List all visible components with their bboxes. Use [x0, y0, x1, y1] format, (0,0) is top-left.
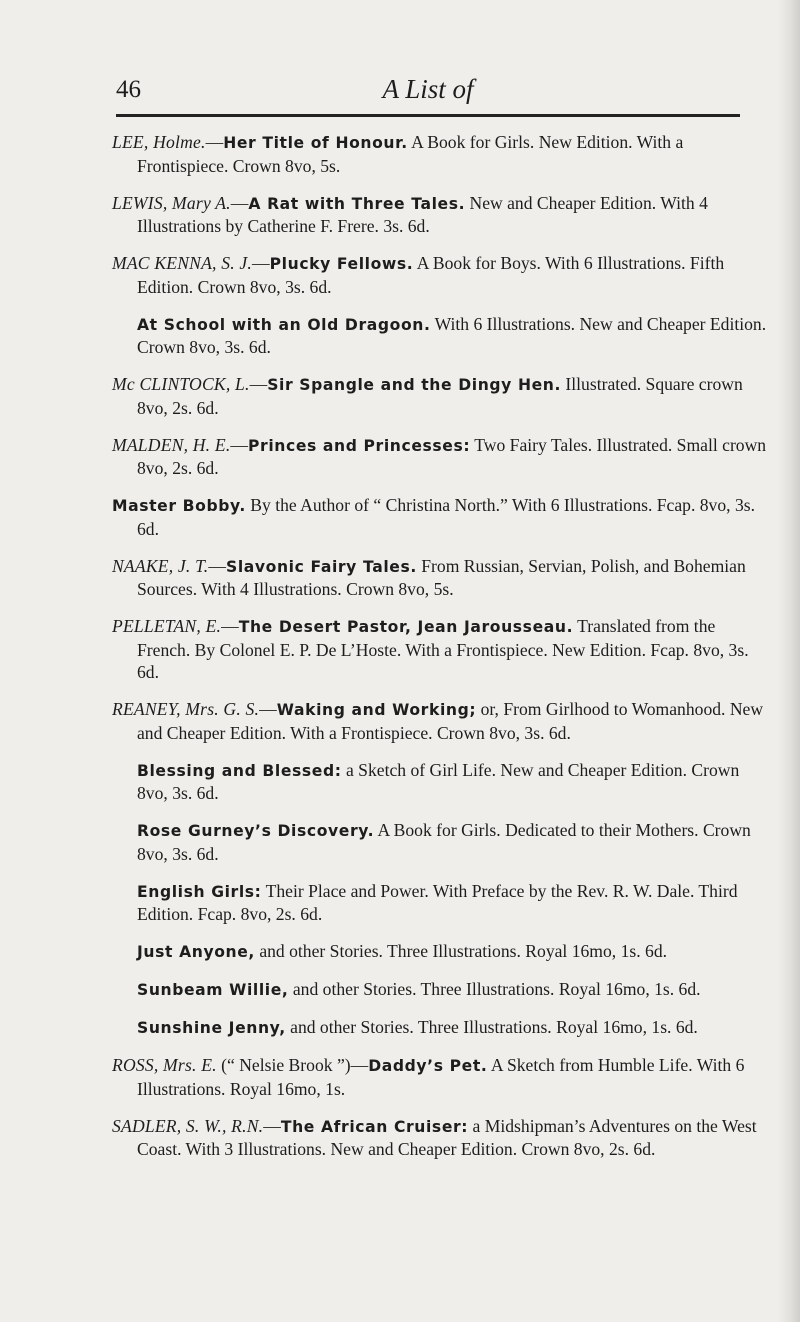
entry-description: or, From Girlhood to Womanhood. New and Cheaper Edition. With a Frontispiece. Crown 8vo, 3s. 6d. — [137, 699, 764, 743]
entry-author: MALDEN, H. E. — [112, 434, 231, 455]
entry-title: English Girls: — [137, 882, 262, 901]
entry-description: A Sketch from Humble Life. With 6 Illustrations. Royal 16mo, 1s. — [137, 1055, 745, 1099]
entry-separator: — — [252, 253, 270, 273]
book-entry — [112, 698, 772, 744]
entry-separator: (“ Nelsie Brook ”)— — [216, 1055, 369, 1075]
entry-description: Illustrated. Square crown 8vo, 2s. 6d. — [137, 374, 743, 418]
entry-separator: — — [230, 434, 249, 455]
entry-title: Just Anyone, — [137, 943, 255, 961]
book-entry — [112, 759, 772, 805]
entry-description: Two Fairy Tales. Illustrated. Small crown 8vo, 2s. 6d. — [137, 434, 767, 478]
entry-description: By the Author of “ Christina North.” With 6 Illustrations. Fcap. 8vo, 3s. 6d. — [137, 495, 755, 539]
entry-description: A Book for Boys. With 6 Illustrations. Fifth Edition. Crown 8vo, 3s. 6d. — [137, 253, 725, 297]
book-list — [112, 131, 772, 1175]
entry-title: Sunbeam Willie, — [137, 981, 289, 999]
entry-title: The African Cruiser: — [280, 1117, 469, 1136]
entry-author: PELLETAN, E. — [112, 616, 222, 636]
entry-author: REANEY, Mrs. G. S. — [112, 699, 260, 719]
entry-title: Plucky Fellows. — [269, 255, 414, 273]
entry-description: and other Stories. Three Illustrations. Royal 16mo, 1s. 6d. — [254, 941, 668, 961]
entry-description: and other Stories. Three Illustrations. Royal 16mo, 1s. 6d. — [285, 1017, 698, 1037]
book-entry — [112, 373, 772, 419]
entry-description: a Midshipman’s Adventures on the West Coast. With 3 Illustrations. New and Cheaper Edition. Crown 8vo, 2s. 6d. — [137, 1115, 757, 1159]
page-header — [116, 76, 740, 116]
book-entry — [112, 880, 772, 926]
entry-title: Slavonic Fairy Tales. — [225, 557, 417, 576]
entry-separator: — — [208, 555, 226, 576]
page-edge-shadow — [778, 0, 800, 1322]
entry-separator: — — [263, 1115, 281, 1136]
entry-title: Daddy’s Pet. — [368, 1057, 488, 1075]
entry-author: NAAKE, J. T. — [112, 555, 209, 576]
entry-author: MAC KENNA, S. J. — [112, 253, 253, 273]
book-entry — [112, 1115, 772, 1161]
entry-author: LEE, Holme. — [112, 132, 206, 152]
book-entry — [112, 252, 772, 298]
entry-separator: — — [230, 192, 249, 213]
entry-title: Rose Gurney’s Discovery. — [137, 822, 375, 840]
entry-author: ROSS, Mrs. E. — [112, 1055, 217, 1075]
entry-title: Sunshine Jenny, — [137, 1019, 286, 1037]
page-number: 46 — [116, 76, 141, 103]
entry-description: A Book for Girls. Dedicated to their Mothers. Crown 8vo, 3s. 6d. — [137, 820, 751, 864]
entry-description: New and Cheaper Edition. With 4 Illustrations by Catherine F. Frere. 3s. 6d. — [137, 192, 708, 236]
entry-title: Blessing and Blessed: — [137, 761, 342, 780]
entry-author: Mc CLINTOCK, L. — [112, 374, 250, 394]
running-title: A List of — [382, 74, 474, 104]
book-entry — [112, 192, 772, 238]
entry-description: Translated from the French. By Colonel E. P. De L’Hoste. With a Frontispiece. New Edition. Fcap. 8vo, 3s. 6d. — [137, 616, 749, 682]
book-entry — [112, 434, 772, 480]
entry-title: The Desert Pastor, Jean Jarousseau. — [238, 618, 574, 636]
entry-author: LEWIS, Mary A. — [112, 192, 231, 213]
book-entry — [112, 494, 772, 540]
entry-separator: — — [221, 616, 239, 636]
entry-title: At School with an Old Dragoon. — [137, 315, 431, 334]
book-entry — [112, 978, 772, 1002]
book-entry — [112, 615, 772, 684]
book-entry — [112, 1054, 772, 1100]
entry-description: With 6 Illustrations. New and Cheaper Edition. Crown 8vo, 3s. 6d. — [137, 313, 767, 357]
entry-title: A Rat with Three Tales. — [248, 194, 466, 213]
entry-description: a Sketch of Girl Life. New and Cheaper Edition. Crown 8vo, 3s. 6d. — [137, 759, 740, 803]
entry-separator: — — [249, 374, 268, 394]
book-entry — [112, 313, 772, 359]
entry-author: SADLER, S. W., R.N. — [112, 1115, 264, 1136]
entry-separator: — — [259, 699, 277, 719]
book-entry — [112, 131, 772, 177]
book-entry — [112, 1016, 772, 1040]
entry-title: Sir Spangle and the Dingy Hen. — [267, 376, 562, 394]
entry-description: A Book for Girls. New Edition. With a Frontispiece. Crown 8vo, 5s. — [137, 132, 684, 176]
book-entry — [112, 819, 772, 865]
entry-description: From Russian, Servian, Polish, and Bohemian Sources. With 4 Illustrations. Crown 8vo, 5s. — [137, 555, 746, 599]
entry-separator: — — [205, 132, 224, 152]
book-entry — [112, 940, 772, 964]
entry-description: and other Stories. Three Illustrations. Royal 16mo, 1s. 6d. — [288, 979, 701, 999]
header-rule — [116, 114, 740, 117]
book-entry — [112, 555, 772, 601]
entry-title: Her Title of Honour. — [223, 134, 408, 152]
entry-title: Princes and Princesses: — [248, 436, 471, 455]
entry-title: Waking and Working; — [276, 701, 477, 719]
entry-description: Their Place and Power. With Preface by the Rev. R. W. Dale. Third Edition. Fcap. 8vo, 2s. 6d. — [137, 880, 738, 924]
entry-title: Master Bobby. — [112, 497, 246, 515]
